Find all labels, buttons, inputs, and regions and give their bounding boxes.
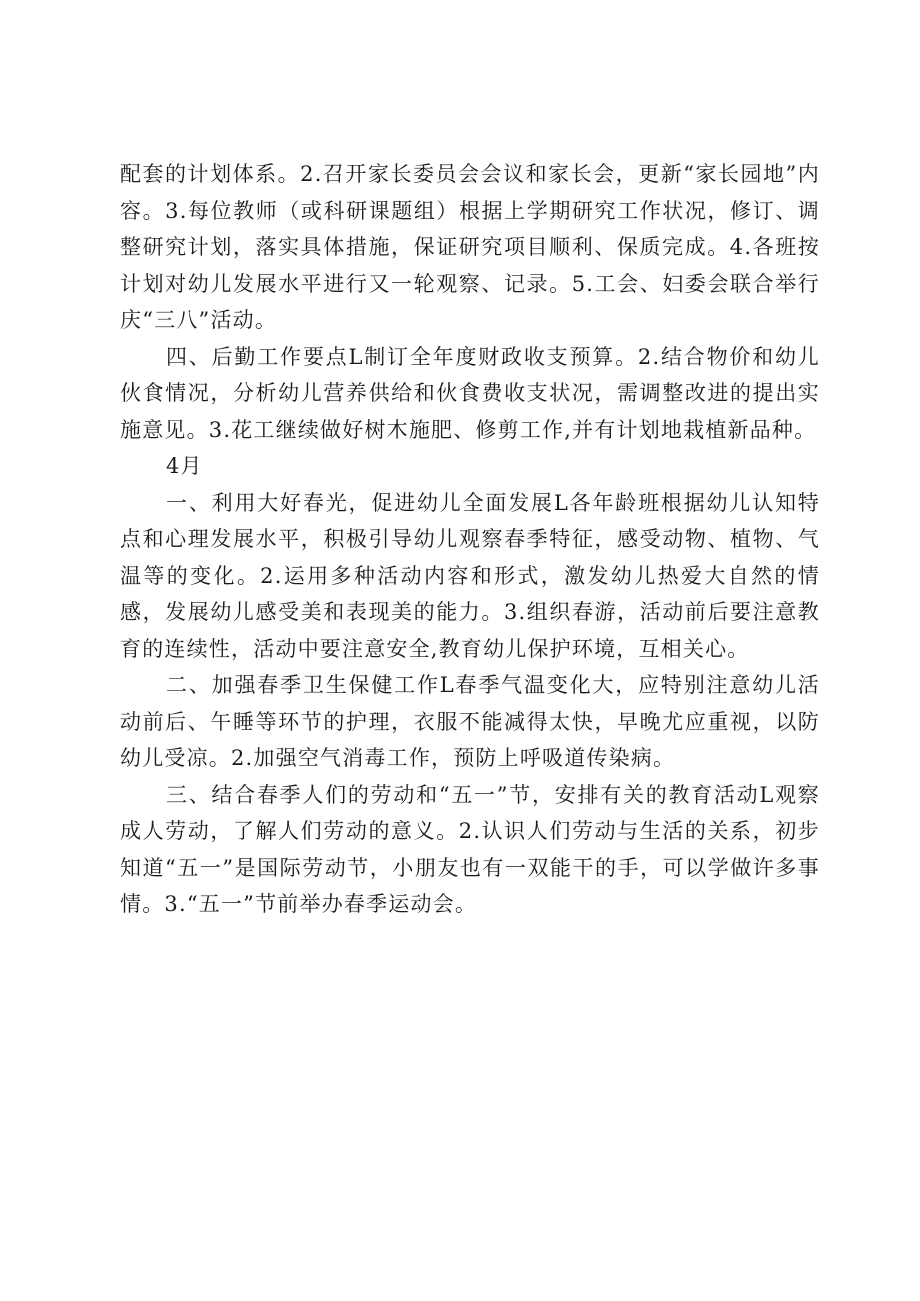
paragraph-continuation: 配套的计划体系。2.召开家长委员会会议和家长会，更新“家长园地”内容。3.每位教师（或科研课题组）根据上学期研究工作状况，修订、调整研究计划，落实具体措施，保证研究项目顺利、保质完成。4.各班按计划对幼儿发展水平进行又一轮观察、记录。5.工会、妇委会联合举行庆“三八”活动。 bbox=[120, 162, 820, 332]
paragraph-health-care: 二、加强春季卫生保健工作L春季气温变化大，应特别注意幼儿活动前后、午睡等环节的护理，衣服不能减得太快，早晚尤应重视，以防幼儿受凉。2.加强空气消毒工作，预防上呼吸道传染病。 bbox=[120, 673, 820, 770]
paragraph-labor-day: 三、结合春季人们的劳动和“五一”节，安排有关的教育活动L观察成人劳动，了解人们劳动的意义。2.认识人们劳动与生活的关系，初步知道“五一”是国际劳动节，小朋友也有一双能干的手，可以学做许多事情。3.“五一”节前举办春季运动会。 bbox=[120, 782, 820, 916]
paragraph-spring-development: 一、利用大好春光，促进幼儿全面发展L各年龄班根据幼儿认知特点和心理发展水平，积极引导幼儿观察春季特征，感受动物、植物、气温等的变化。2.运用多种活动内容和形式，激发幼儿热爱大自然的情感，发展幼儿感受美和表现美的能力。3.组织春游，活动前后要注意教育的连续性，活动中要注意安全,教育幼儿保护环境，互相关心。 bbox=[120, 490, 820, 661]
document-body bbox=[120, 156, 820, 923]
month-heading: 4月 bbox=[166, 454, 203, 478]
paragraph-logistics: 四、后勤工作要点L制订全年度财政收支预算。2.结合物价和幼儿伙食情况，分析幼儿营养供给和伙食费收支状况，需调整改进的提出实施意见。3.花工继续做好树木施肥、修剪工作,并有计划地栽植新品种。 bbox=[120, 344, 820, 442]
